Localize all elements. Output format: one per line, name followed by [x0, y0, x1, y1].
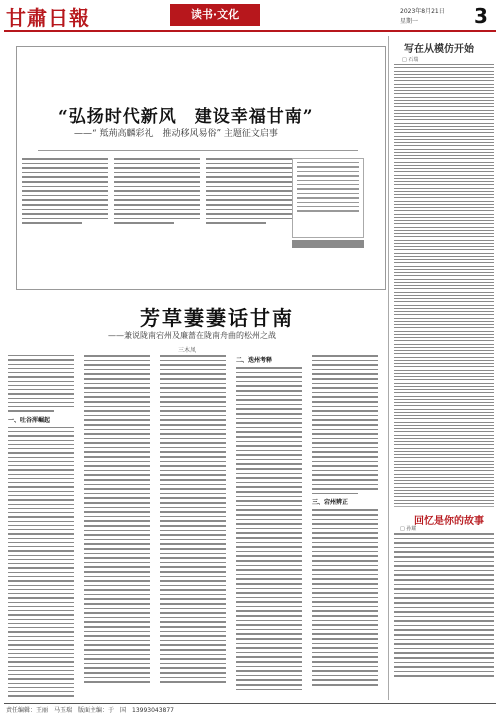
main-article-subtitle: ——兼说陇南宕州及廉蔷在陇南舟曲的松州之战	[108, 331, 276, 340]
issue-weekday: 星期一	[400, 18, 419, 25]
sidebar-article-title: 回忆是你的故事	[414, 516, 484, 527]
masthead-rule	[4, 30, 496, 32]
section-label: 读书·文化	[170, 4, 260, 26]
sidebar-divider	[388, 36, 389, 700]
article-column	[236, 355, 302, 697]
sidebar-rule	[394, 506, 494, 507]
sidebar-article-body	[394, 64, 494, 504]
main-article-title: 芳草萋萋话甘南	[140, 306, 294, 330]
footer-editors: 责任编辑：王丽 马玉瑞 版面主编：于 国 13993043877	[6, 707, 174, 714]
banner-subtitle: ——“ 羝荊高麟彩礼 推动移风易俗” 主题征文启事	[74, 129, 278, 139]
main-article-author: 三木凤	[178, 347, 197, 354]
article-column	[312, 355, 378, 697]
article-column	[160, 355, 226, 697]
banner-text-column	[114, 158, 200, 236]
article-subhead: 一、吐谷浑崛起	[8, 416, 51, 424]
contact-info-box	[292, 158, 364, 238]
newspaper-masthead: 甘肅日報	[6, 6, 90, 30]
footer-rule	[4, 703, 496, 704]
sidebar-article-author: □ 石瑞	[402, 57, 419, 63]
article-column	[84, 355, 150, 697]
banner-headline: “弘扬时代新风 建设幸福甘南”	[58, 107, 314, 127]
issue-date: 2023年8月21日	[400, 8, 445, 15]
article-column	[8, 355, 74, 697]
banner-text-column	[206, 158, 292, 236]
article-subhead: 二、迭州考释	[236, 357, 273, 364]
banner-divider	[38, 150, 358, 151]
article-subhead: 三、宕州辨正	[312, 499, 349, 507]
sidebar-article-title: 写在从模仿开始	[404, 44, 474, 55]
page-number: 3	[474, 4, 488, 28]
sidebar-article-author: □ 孙耀	[400, 526, 417, 532]
banner-text-column	[22, 158, 108, 236]
sidebar-article-body	[394, 533, 494, 699]
organizer-bar	[292, 240, 364, 248]
